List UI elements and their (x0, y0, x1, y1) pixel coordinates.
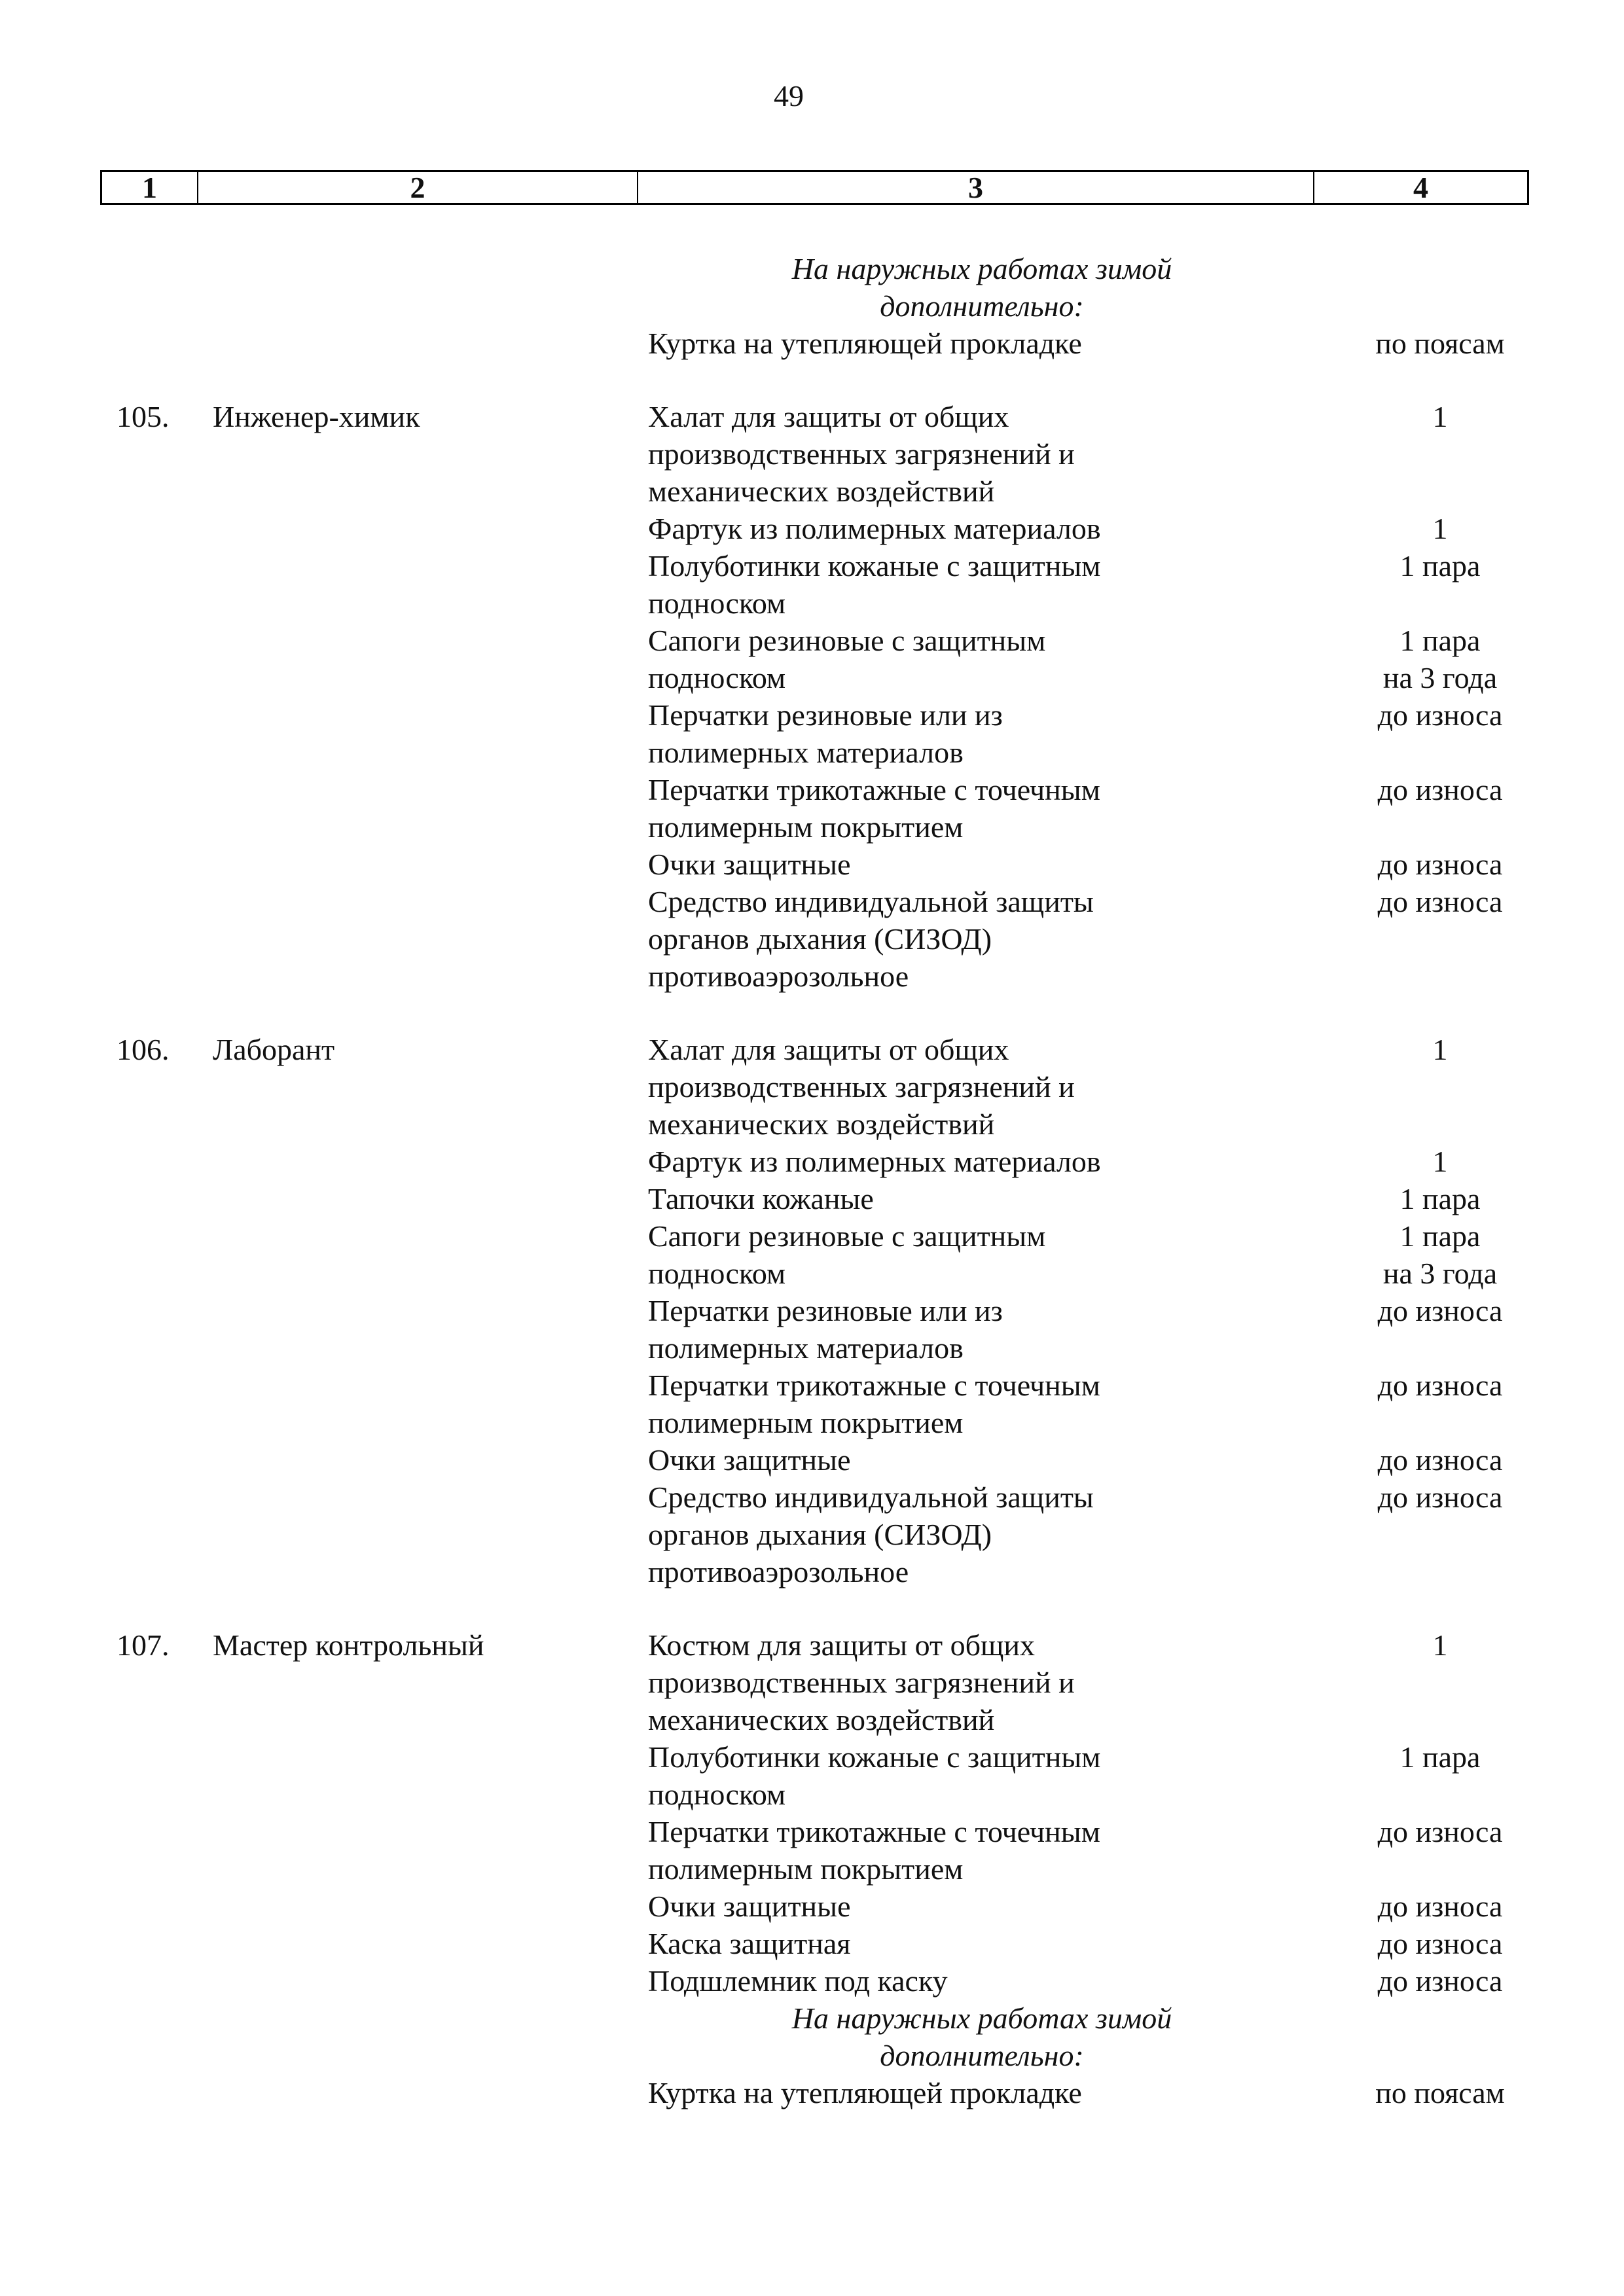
item-row (0, 473, 1624, 510)
item-norm: по поясам (1375, 327, 1505, 360)
note-line: На наружных работах зимой (791, 2001, 1172, 2035)
item-name: Сапоги резиновые с защитным (648, 1219, 1046, 1253)
item-norm: до износа (1377, 1890, 1503, 1923)
item-name: Средство индивидуальной защиты (648, 1480, 1094, 1514)
item-row (0, 1479, 1624, 1516)
item-name: органов дыхания (СИЗОД) (648, 922, 992, 956)
column-header-2: 2 (197, 172, 637, 203)
item-row (0, 1367, 1624, 1404)
item-row (0, 1516, 1624, 1553)
item-norm: до износа (1377, 1294, 1503, 1327)
profession-number: 106. (117, 1033, 170, 1066)
item-norm: 1 пара (1399, 1219, 1481, 1253)
item-name: полимерным покрытием (648, 1406, 964, 1439)
item-norm: 1 (1432, 1033, 1448, 1066)
item-row (0, 584, 1624, 622)
item-row (0, 1255, 1624, 1292)
item-name: механических воздействий (648, 475, 995, 508)
item-name: подноском (648, 1257, 786, 1290)
item-norm (1303, 584, 1578, 622)
item-norm (1303, 958, 1578, 995)
item-name: Фартук из полимерных материалов (648, 512, 1101, 545)
item-norm (1303, 734, 1578, 771)
item-norm: 1 (1432, 1628, 1448, 1662)
item-row (0, 734, 1624, 771)
item-norm: 1 пара (1399, 1182, 1481, 1215)
item-name: Костюм для защиты от общих (648, 1628, 1036, 1662)
item-name: производственных загрязнений и (648, 1070, 1075, 1103)
item-norm: 1 пара (1399, 624, 1481, 657)
item-row (0, 1888, 1624, 1925)
page-number: 49 (774, 79, 804, 113)
note-line: дополнительно: (880, 289, 1084, 323)
item-norm: до износа (1377, 1369, 1503, 1402)
item-name: Перчатки резиновые или из (648, 698, 1003, 732)
item-name: Очки защитные (648, 1890, 851, 1923)
item-norm: до износа (1377, 1927, 1503, 1960)
profession-title: Лаборант (213, 1033, 335, 1066)
item-row (0, 883, 1624, 920)
item-row (0, 1105, 1624, 1143)
item-norm: по поясам (1375, 2076, 1505, 2109)
item-row (0, 1329, 1624, 1367)
profession-section (0, 1626, 1624, 2111)
item-norm: до износа (1377, 1443, 1503, 1477)
item-norm (1303, 1850, 1578, 1888)
profession-title: Инженер-химик (213, 400, 420, 433)
section-gap (0, 995, 1624, 1031)
item-row (0, 1776, 1624, 1813)
item-row (0, 920, 1624, 958)
item-name: Халат для защиты от общих (648, 1033, 1009, 1066)
item-name: полимерных материалов (648, 1331, 964, 1365)
item-name: Средство индивидуальной защиты (648, 885, 1094, 918)
item-row (0, 771, 1624, 808)
item-name: подноском (648, 1778, 786, 1811)
item-row (0, 1813, 1624, 1850)
item-row (0, 1962, 1624, 2000)
item-name: Куртка на утепляющей прокладке (648, 327, 1082, 360)
item-norm: до износа (1377, 1815, 1503, 1848)
profession-number: 107. (117, 1628, 170, 1662)
item-row (0, 325, 1624, 362)
item-name: Каска защитная (648, 1927, 851, 1960)
profession-section (0, 250, 1624, 362)
note-line: На наружных работах зимой (791, 252, 1172, 285)
column-header-1: 1 (142, 171, 157, 204)
item-norm: 1 пара (1399, 549, 1481, 583)
item-name: производственных загрязнений и (648, 437, 1075, 471)
item-name: полимерным покрытием (648, 1852, 964, 1886)
item-name: Очки защитные (648, 1443, 851, 1477)
item-norm (1303, 1105, 1578, 1143)
item-row (0, 1701, 1624, 1738)
item-norm (1303, 473, 1578, 510)
item-row (0, 1143, 1624, 1180)
section-gap (0, 1590, 1624, 1626)
item-norm (1303, 1664, 1578, 1701)
item-name: Сапоги резиновые с защитным (648, 624, 1046, 657)
item-name: механических воздействий (648, 1107, 995, 1141)
item-row (0, 1738, 1624, 1776)
item-norm: до износа (1377, 1480, 1503, 1514)
item-norm: 1 пара (1399, 1740, 1481, 1774)
item-row (0, 1180, 1624, 1217)
item-row (0, 1068, 1624, 1105)
item-norm (1303, 1329, 1578, 1367)
profession-section (0, 1031, 1624, 1590)
item-name: Халат для защиты от общих (648, 400, 1009, 433)
item-row (0, 435, 1624, 473)
item-row (0, 1292, 1624, 1329)
item-name: Очки защитные (648, 848, 851, 881)
item-row (0, 1404, 1624, 1441)
column-header-table (100, 170, 1529, 205)
item-name: полимерных материалов (648, 736, 964, 769)
item-name: полимерным покрытием (648, 810, 964, 844)
item-name: Перчатки трикотажные с точечным (648, 1369, 1100, 1402)
item-row (0, 547, 1624, 584)
item-row (0, 1664, 1624, 1701)
item-norm (1303, 920, 1578, 958)
item-name: Перчатки трикотажные с точечным (648, 773, 1100, 806)
item-row (0, 1217, 1624, 1255)
item-norm: 1 (1432, 1145, 1448, 1178)
item-name: Подшлемник под каску (648, 1964, 948, 1998)
profession-number: 105. (117, 400, 170, 433)
item-norm: до износа (1377, 1964, 1503, 1998)
item-norm: до износа (1377, 698, 1503, 732)
norms-list (0, 250, 1624, 2111)
item-row (0, 2074, 1624, 2111)
item-row (0, 1850, 1624, 1888)
column-header-3: 3 (637, 172, 1313, 203)
item-name: производственных загрязнений и (648, 1666, 1075, 1699)
item-norm (1303, 808, 1578, 846)
item-name: Полуботинки кожаные с защитным (648, 549, 1101, 583)
item-row (0, 622, 1624, 659)
item-norm (1303, 1404, 1578, 1441)
item-norm (1303, 435, 1578, 473)
item-norm: до износа (1377, 848, 1503, 881)
item-norm: до износа (1377, 773, 1503, 806)
item-norm: до износа (1377, 885, 1503, 918)
item-norm (1303, 1516, 1578, 1553)
item-row (0, 1553, 1624, 1590)
item-norm (1303, 1701, 1578, 1738)
item-name: Перчатки резиновые или из (648, 1294, 1003, 1327)
item-norm: на 3 года (1382, 1257, 1498, 1290)
item-norm (1303, 1776, 1578, 1813)
item-row (0, 696, 1624, 734)
profession-title: Мастер контрольный (213, 1628, 484, 1662)
item-row (0, 1925, 1624, 1962)
item-name: Тапочки кожаные (648, 1182, 874, 1215)
item-name: органов дыхания (СИЗОД) (648, 1518, 992, 1551)
section-gap (0, 362, 1624, 398)
item-norm: на 3 года (1382, 661, 1498, 694)
item-norm (1303, 1553, 1578, 1590)
item-name: Куртка на утепляющей прокладке (648, 2076, 1082, 2109)
item-name: механических воздействий (648, 1703, 995, 1736)
item-row (0, 958, 1624, 995)
item-name: Полуботинки кожаные с защитным (648, 1740, 1101, 1774)
item-row (0, 510, 1624, 547)
item-row (0, 659, 1624, 696)
item-row (0, 1441, 1624, 1479)
profession-section (0, 398, 1624, 995)
item-row (0, 846, 1624, 883)
item-name: подноском (648, 586, 786, 620)
item-row (0, 808, 1624, 846)
item-norm (1303, 1068, 1578, 1105)
item-name: противоаэрозольное (648, 1555, 909, 1588)
item-name: противоаэрозольное (648, 960, 909, 993)
item-name: подноском (648, 661, 786, 694)
item-name: Фартук из полимерных материалов (648, 1145, 1101, 1178)
column-header-4: 4 (1313, 172, 1527, 203)
item-norm: 1 (1432, 400, 1448, 433)
item-norm: 1 (1432, 512, 1448, 545)
note-line: дополнительно: (880, 2039, 1084, 2072)
item-name: Перчатки трикотажные с точечным (648, 1815, 1100, 1848)
